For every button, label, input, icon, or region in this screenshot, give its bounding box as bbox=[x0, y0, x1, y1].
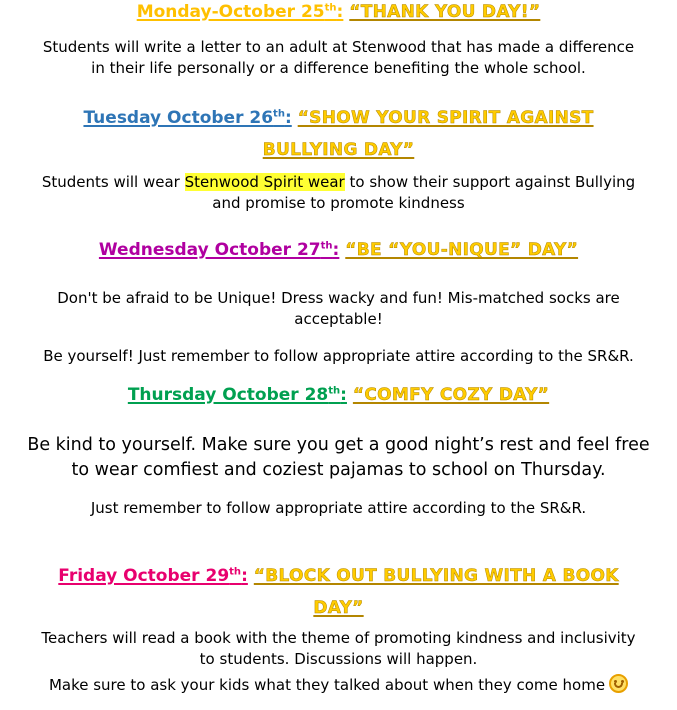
friday-heading bbox=[0, 566, 677, 586]
tuesday-theme-2: BULLYING DAY” bbox=[262, 140, 415, 160]
wednesday-text-2: acceptable! bbox=[294, 310, 383, 328]
tuesday-text-1 bbox=[0, 172, 677, 192]
tuesday-text-pre: Students will wear bbox=[41, 173, 185, 191]
monday-text-2: in their life personally or a difference benefiting the whole school. bbox=[91, 59, 586, 77]
thursday-text-3: Just remember to follow appropriate attire according to the SR&R. bbox=[90, 499, 587, 517]
tuesday-text-2: and promise to promote kindness bbox=[212, 194, 465, 212]
thursday-heading bbox=[0, 385, 677, 405]
wednesday-heading bbox=[0, 240, 677, 260]
friday-text-3: Make sure to ask your kids what they talked about when they come home bbox=[48, 676, 606, 694]
tuesday-heading bbox=[0, 108, 677, 128]
thursday-theme: “COMFY COZY DAY” bbox=[352, 385, 550, 405]
thursday-text-1: Be kind to yourself. Make sure you get a good night’s rest and feel free bbox=[27, 435, 650, 455]
tuesday-theme-1: “SHOW YOUR SPIRIT AGAINST bbox=[297, 108, 594, 128]
tuesday-text-post: to show their support against Bullying bbox=[344, 173, 636, 191]
thursday-day: Thursday October 28th: bbox=[127, 385, 347, 405]
friday-theme-2-line bbox=[0, 598, 677, 618]
friday-text-2: to students. Discussions will happen. bbox=[199, 650, 478, 668]
friday-text-3-line bbox=[0, 674, 677, 695]
wednesday-text-1: Don't be afraid to be Unique! Dress wacky and fun! Mis-matched socks are bbox=[57, 289, 620, 307]
wednesday-text-3: Be yourself! Just remember to follow appropriate attire according to the SR&R. bbox=[43, 347, 634, 365]
monday-text-1: Students will write a letter to an adult at Stenwood that has made a difference bbox=[42, 38, 635, 56]
friday-theme-2: DAY” bbox=[313, 598, 364, 618]
thursday-text-2: to wear comfiest and coziest pajamas to school on Thursday. bbox=[71, 460, 606, 480]
tuesday-theme-2-line bbox=[0, 140, 677, 160]
wednesday-theme: “BE “YOU-NIQUE” DAY” bbox=[345, 240, 579, 260]
spirit-wear-highlight: Stenwood Spirit wear bbox=[184, 173, 345, 191]
friday-day: Friday October 29th: bbox=[58, 566, 248, 586]
tuesday-day: Tuesday October 26th: bbox=[83, 108, 292, 128]
friday-theme-1: “BLOCK OUT BULLYING WITH A BOOK bbox=[253, 566, 619, 586]
wednesday-day: Wednesday October 27th: bbox=[98, 240, 340, 260]
smiley-face-icon bbox=[609, 674, 628, 693]
monday-theme: “THANK YOU DAY!” bbox=[349, 2, 541, 22]
friday-text-1: Teachers will read a book with the theme of promoting kindness and inclusivity bbox=[41, 629, 636, 647]
monday-day: Monday-October 25th: bbox=[136, 2, 344, 22]
monday-heading bbox=[0, 2, 677, 22]
